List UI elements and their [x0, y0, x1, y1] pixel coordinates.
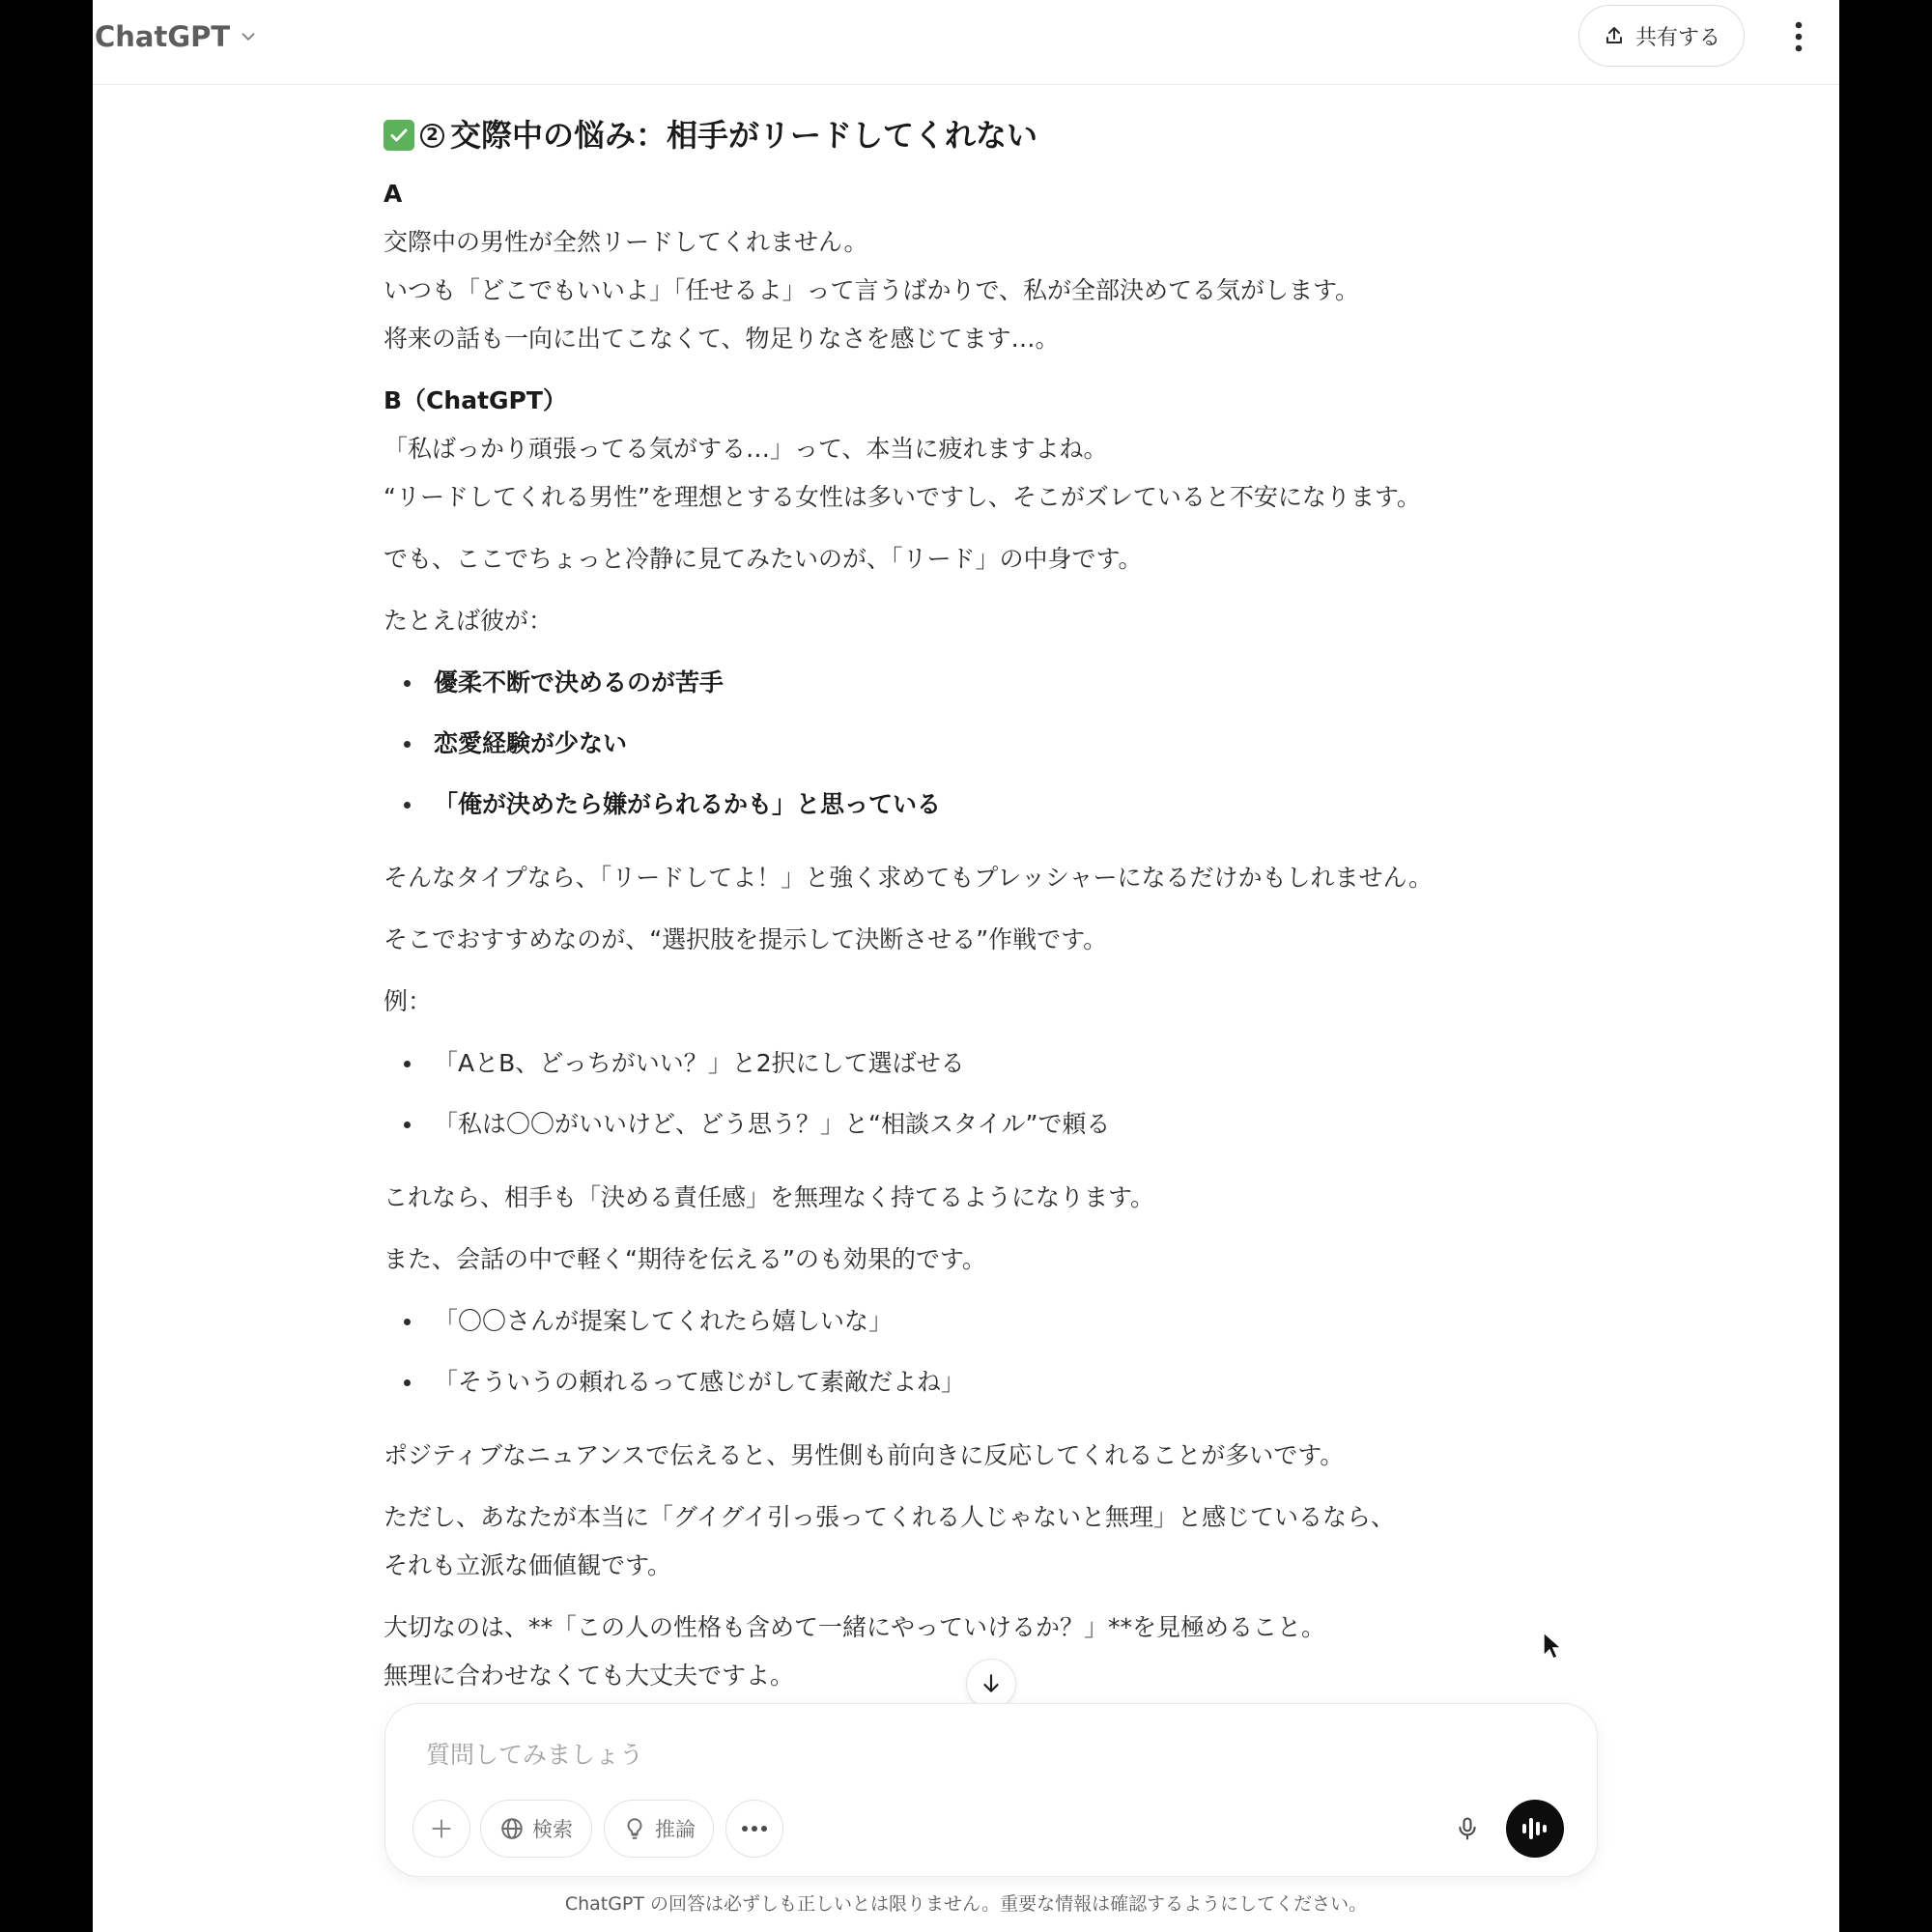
paragraph: ただし、あなたが本当に「グイグイ引っ張ってくれる人じゃないと無理」と感じているなら、: [384, 1503, 1396, 1531]
arrow-down-icon: [979, 1671, 1004, 1696]
list-item: 「俺が決めたら嫌がられるかも」と思っている: [434, 781, 1620, 829]
scroll-to-bottom-button[interactable]: [966, 1659, 1016, 1709]
chat-window: [93, 0, 1839, 1932]
horizontal-dots-icon: [741, 1825, 768, 1833]
mouse-cursor-icon: [1542, 1631, 1563, 1662]
assistant-message: [384, 106, 1620, 1700]
attach-button[interactable]: [412, 1800, 470, 1858]
a-line: いつも「どこでもいいよ」「任せるよ」って言うばかりで、私が全部決めてる気がします。: [384, 276, 1360, 304]
check-mark-icon: [384, 120, 414, 151]
paragraph: 例：: [384, 987, 433, 1015]
paragraph: ポジティブなニュアンスで伝えると、男性側も前向きに反応してくれることが多いです。: [384, 1441, 1345, 1469]
list-item: 「AとB、どっちがいい？」と2択にして選ばせる: [434, 1039, 1620, 1088]
b-line: “リードしてくれる男性”を理想とする女性は多いですし、そこがズレていると不安になります。: [384, 483, 1421, 511]
chevron-down-icon: [238, 26, 259, 47]
paragraph: そんなタイプなら、「リードしてよ！」と強く求めてもプレッシャーになるだけかもしれません。: [384, 864, 1434, 892]
paragraph: それも立派な価値観です。: [384, 1551, 672, 1579]
paragraph: でも、ここでちょっと冷静に見てみたいのが、「リード」の中身です。: [384, 545, 1143, 573]
a-line: 将来の話も一向に出てこなくて、物足りなさを感じてます…。: [384, 325, 1060, 353]
reason-button[interactable]: [604, 1800, 714, 1858]
list-item: 「私は〇〇がいいけど、どう思う？」と“相談スタイル”で頼る: [434, 1100, 1620, 1149]
search-button[interactable]: [480, 1800, 592, 1858]
b-line: 「私ばっかり頑張ってる気がする…」って、本当に疲れますよね。: [384, 435, 1108, 463]
paragraph: 大切なのは、**「この人の性格も含めて一緒にやっていけるか？」**を見極めること。: [384, 1613, 1326, 1641]
search-label: 検索: [532, 1818, 573, 1841]
microphone-icon: [1454, 1815, 1481, 1842]
model-switcher[interactable]: [95, 17, 259, 56]
paragraph: 無理に合わせなくても大丈夫ですよ。: [384, 1662, 795, 1690]
voice-waveform-icon: [1520, 1814, 1550, 1843]
dictation-button[interactable]: [1440, 1802, 1494, 1856]
disclaimer-text: ChatGPT の回答は必ずしも正しいとは限りません。重要な情報は確認するようにしてください。: [564, 1893, 1368, 1915]
list-item: 「〇〇さんが提案してくれたら嬉しいな」: [434, 1297, 1620, 1346]
list-item: 恋愛経験が少ない: [434, 720, 1620, 768]
heading-text: 交際中の悩み：相手がリードしてくれない: [450, 117, 1038, 154]
share-label: 共有する: [1634, 25, 1720, 50]
paragraph: これなら、相手も「決める責任感」を無理なく持てるようになります。: [384, 1183, 1155, 1211]
share-icon: [1603, 24, 1626, 47]
vertical-dots-icon: [1793, 20, 1804, 53]
top-bar: [93, 0, 1839, 85]
a-line: 交際中の男性が全然リードしてくれません。: [384, 228, 868, 256]
model-name: ChatGPT: [95, 20, 231, 53]
plus-icon: [429, 1816, 454, 1841]
phrases-list: [384, 1297, 1620, 1406]
more-tools-button[interactable]: [725, 1800, 783, 1858]
reason-label: 推論: [655, 1818, 696, 1841]
paragraph: たとえば彼が：: [384, 607, 554, 635]
paragraph: そこでおすすめなのが、“選択肢を提示して決断させる”作戦です。: [384, 925, 1108, 953]
prompt-input[interactable]: [424, 1729, 1491, 1779]
speaker-a-label: A: [384, 180, 403, 208]
paragraph: また、会話の中で軽く“期待を伝える”のも効果的です。: [384, 1245, 986, 1273]
lightbulb-icon: [622, 1816, 647, 1841]
list-item: 「そういうの頼れるって感じがして素敵だよね」: [434, 1358, 1620, 1406]
examples-list: [384, 1039, 1620, 1149]
section-heading: [384, 106, 1620, 164]
voice-mode-button[interactable]: [1506, 1800, 1564, 1858]
more-options-button[interactable]: [1777, 15, 1820, 58]
globe-icon: [499, 1816, 525, 1841]
composer: [384, 1703, 1598, 1877]
share-button[interactable]: [1578, 5, 1745, 67]
speaker-b-label: B（ChatGPT）: [384, 386, 567, 414]
circled-number: 2: [420, 124, 444, 148]
list-item: 優柔不断で決めるのが苦手: [434, 659, 1620, 707]
reasons-list: [384, 659, 1620, 829]
